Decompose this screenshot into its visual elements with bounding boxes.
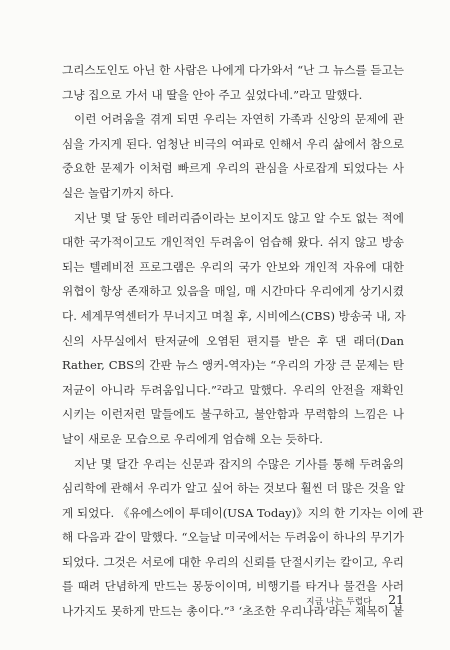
- text-line: 되었다. 그것은 서로에 대한 우리의 신뢰를 단절시키는 칼이고, 우리: [62, 554, 404, 569]
- text-line: 위협이 항상 존재하고 있음을 매일, 매 시간마다 우리에게 상기시켰: [62, 284, 404, 299]
- text-line: 나가지도 못하게 만드는 총이다.”³ ‘초조한 우리나라’라는 제목이 붙: [62, 604, 404, 619]
- text-line: 지난 몇 달 동안 테러리즘이라는 보이지도 않고 알 수도 없는 적에: [74, 210, 404, 225]
- text-line: 해 다음과 같이 말했다. “오늘날 미국에서는 두려움이 하나의 무기가: [62, 530, 404, 545]
- text-line: 심을 가지게 된다. 엄청난 비극의 여파로 인해서 우리 삶에서 참으로: [62, 136, 404, 151]
- text-line: 저균이 아니라 두려움입니다.”²라고 말했다. 우리의 안전을 재확인: [62, 382, 404, 397]
- page-number: _ 21: [377, 592, 404, 607]
- text-line: 대한 국가적이고도 개인적인 두려움이 엄습해 왔다. 쉬지 않고 방송: [62, 235, 404, 250]
- text-line: 이런 어려움을 겪게 되면 우리는 자연히 가족과 신앙의 문제에 관: [74, 112, 404, 127]
- running-head: 지금 나는 두렵다: [306, 597, 372, 607]
- text-line: Rather, CBS의 간판 뉴스 앵커-역자)는 “우리의 가장 큰 문제는 탄: [62, 358, 404, 373]
- page-footer: [306, 592, 404, 607]
- text-line: 시키는 이런저런 말들에도 불구하고, 불안함과 무력함의 느낌은 나: [62, 407, 404, 422]
- text-line: 다. 세계무역센터가 무너지고 며칠 후, 시비에스(CBS) 방송국 내, 자: [62, 308, 406, 323]
- text-line: 지난 몇 달간 우리는 신문과 잡지의 수많은 기사를 통해 두려움의: [74, 456, 404, 471]
- text-line: 중요한 문제가 이처럼 빠르게 우리의 관심을 사로잡게 되었다는 사: [62, 161, 404, 176]
- text-line: 를 때려 단념하게 만드는 몽둥이이며, 비행기를 타거나 물건을 사러: [62, 579, 404, 594]
- text-line: 신의 사무실에서 탄저균에 오염된 편지를 받은 후 댄 래더(Dan: [62, 333, 404, 348]
- text-line: 날이 새로운 모습으로 우리에게 엄습해 오는 듯하다.: [62, 431, 323, 446]
- text-line: 되는 텔레비전 프로그램은 우리의 국가 안보와 개인적 자유에 대한: [62, 259, 404, 274]
- text-line: 그냥 집으로 가서 내 딸을 안아 주고 싶었다네.”라고 말했다.: [62, 87, 363, 102]
- text-line: 게 되었다. 《유에스에이 투데이(USA Today)》지의 한 기자는 이에 관: [62, 505, 424, 520]
- body-text: [62, 58, 424, 624]
- text-line: 실은 놀랍기까지 하다.: [62, 185, 174, 200]
- text-line: 그리스도인도 아닌 한 사람은 나에게 다가와서 “난 그 뉴스를 듣고는: [62, 63, 404, 77]
- text-line: 심리학에 관해서 우리가 알고 싶어 하는 것보다 훨씬 더 많은 것을 알: [62, 481, 405, 496]
